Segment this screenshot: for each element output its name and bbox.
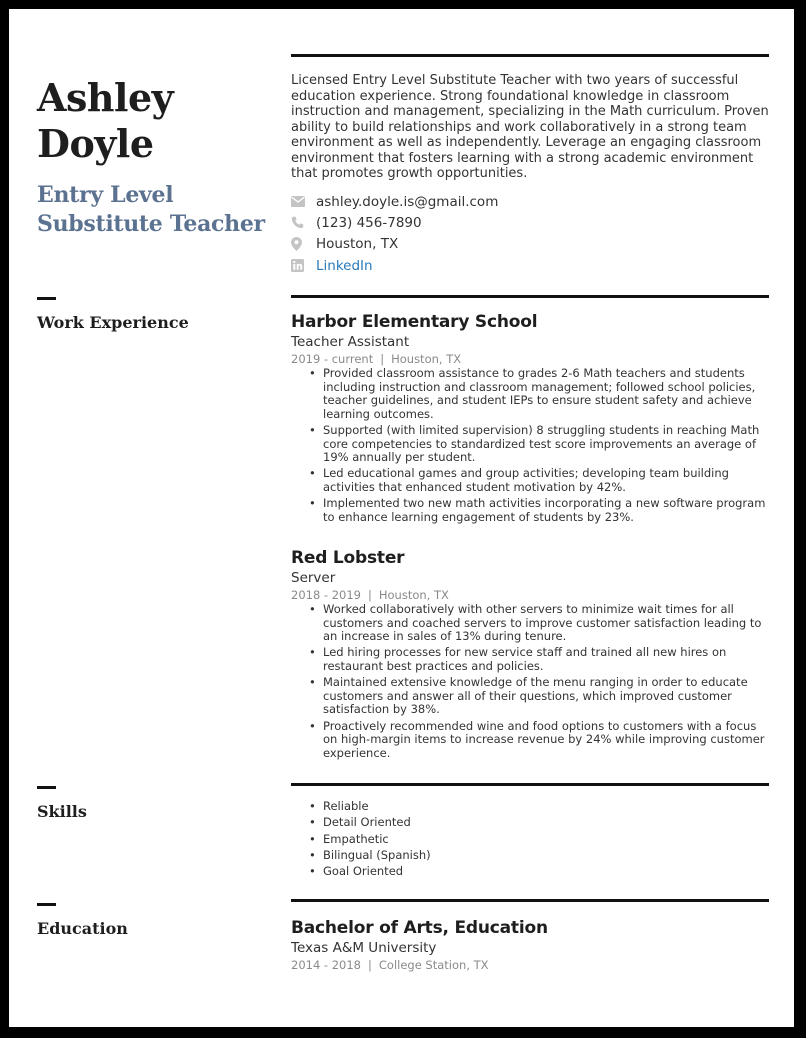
summary-rule: [291, 54, 769, 57]
work-section-heading: Work Experience: [37, 313, 189, 332]
job-location: Houston, TX: [378, 588, 449, 602]
job-title-line1: Entry Level: [37, 182, 174, 208]
skills-list: [291, 800, 771, 879]
phone-text: (123) 456-7890: [316, 214, 422, 231]
school-name: Texas A&M University: [291, 940, 437, 956]
job-location: Houston, TX: [391, 352, 462, 366]
job-bullet: • Proactively recommended wine and food options to customers with a focus on high-margin items to increase revenue by 24% while improving customer experience.: [323, 720, 771, 761]
job-title-line2: Substitute Teacher: [37, 211, 265, 237]
job-bullet: • Led hiring processes for new service staff and trained all new hires on restaurant best practices and policies.: [323, 646, 771, 673]
contact-phone: [291, 212, 769, 233]
job-bullet: • Supported (with limited supervision) 8 struggling students in reaching Math core competencies to standardized test score improvements an average of 19% annually per student.: [323, 424, 771, 465]
location-text: Houston, TX: [316, 236, 399, 253]
contact-location: [291, 234, 769, 255]
degree: Bachelor of Arts, Education: [291, 918, 548, 938]
job-role: Server: [291, 570, 336, 586]
last-name: Doyle: [37, 121, 154, 166]
email-text: ashley.doyle.is@gmail.com: [316, 193, 499, 210]
linkedin-link[interactable]: LinkedIn: [316, 257, 373, 274]
job-meta: 2018 - 2019 | Houston, TX: [291, 588, 449, 602]
skills-section-heading: Skills: [37, 802, 87, 821]
job-bullet: • Implemented two new math activities incorporating a new software program to enhance learning engagement of students by 23%.: [323, 497, 771, 524]
map-pin-icon: [291, 237, 316, 251]
work-section-rule: [291, 295, 769, 298]
skills-list-wrap: [291, 800, 771, 881]
job-bullet: • Provided classroom assistance to grades 2-6 Math teachers and students including instruction and classroom management; followed school policies, teacher guidelines, and student IEPs to ensure student safety and achieve learning outcomes.: [323, 367, 771, 421]
skill-item: • Detail Oriented: [323, 816, 771, 830]
education-entry: [291, 917, 771, 973]
education-dates: 2014 - 2018: [291, 958, 361, 972]
contact-email[interactable]: [291, 191, 769, 212]
linkedin-icon: [291, 259, 316, 272]
summary-text: Licensed Entry Level Substitute Teacher with two years of successful education experience. Strong foundational knowledge in classroom instruction and management, specializing in the Math curriculum. Proven ability to build relationships and work collaboratively in a strong team environment as well as independently. Leverage an engaging classroom environment that fosters learning with a strong academic environment that promotes growth opportunities.: [291, 73, 769, 181]
skill-item: • Reliable: [323, 800, 771, 814]
education-meta: 2014 - 2018 | College Station, TX: [291, 958, 489, 972]
first-name: Ashley: [37, 75, 174, 120]
job-entry: [291, 311, 771, 527]
work-section-dash: [37, 297, 56, 300]
candidate-name: [37, 75, 277, 167]
resume-page: [9, 9, 794, 1027]
job-title: [37, 181, 287, 239]
education-section-heading: Education: [37, 919, 128, 938]
job-role: Teacher Assistant: [291, 334, 410, 350]
job-entry: [291, 547, 771, 763]
job-dates: 2019 - current: [291, 352, 374, 366]
skills-section-rule: [291, 783, 769, 786]
skill-item: • Bilingual (Spanish): [323, 849, 771, 863]
skill-item: • Goal Oriented: [323, 865, 771, 879]
job-bullets: [291, 367, 771, 524]
company-name: Red Lobster: [291, 548, 405, 568]
phone-icon: [291, 216, 316, 229]
contact-linkedin[interactable]: [291, 255, 769, 276]
education-section-rule: [291, 899, 769, 902]
job-bullet: • Worked collaboratively with other servers to minimize wait times for all customers and coached servers to improve customer satisfaction leading to an increase in sales of 13% during tenure.: [323, 603, 771, 644]
education-section-dash: [37, 903, 56, 906]
education-location: College Station, TX: [378, 958, 489, 972]
contact-block: [291, 191, 769, 276]
skill-item: • Empathetic: [323, 833, 771, 847]
job-bullet: • Maintained extensive knowledge of the menu ranging in order to educate customers and answer all of their questions, which improved customer satisfaction by 38%.: [323, 676, 771, 717]
skills-section-dash: [37, 786, 56, 789]
envelope-icon: [291, 196, 316, 207]
job-bullets: [291, 603, 771, 760]
job-meta: 2019 - current | Houston, TX: [291, 352, 462, 366]
company-name: Harbor Elementary School: [291, 312, 538, 332]
job-dates: 2018 - 2019: [291, 588, 361, 602]
job-bullet: • Led educational games and group activities; developing team building activities that enhanced student motivation by 42%.: [323, 467, 771, 494]
